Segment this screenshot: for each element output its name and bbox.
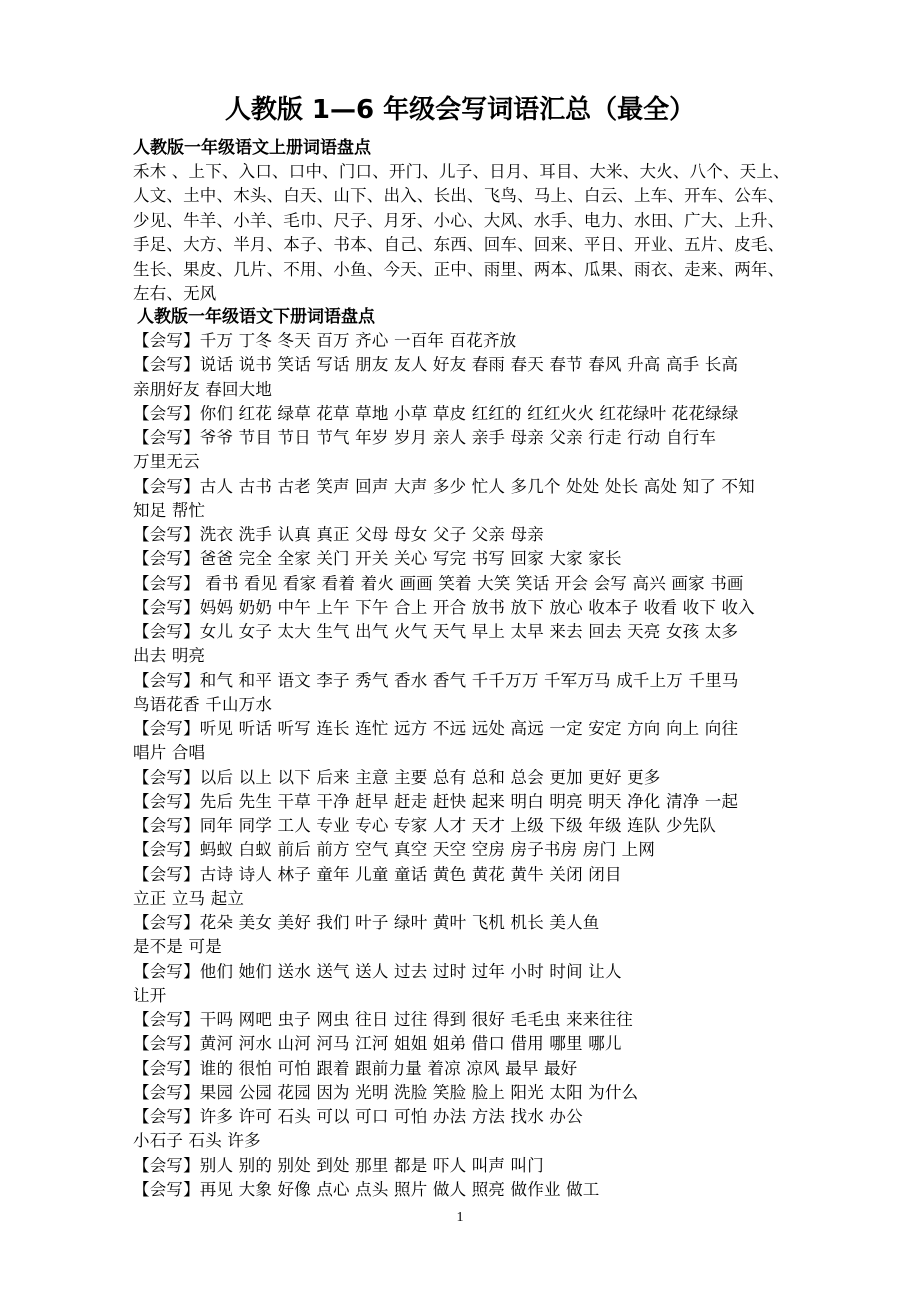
text-line: 左右、无风 [133, 284, 217, 303]
text-line: 【会写】许多 许可 石头 可以 可口 可怕 办法 方法 找水 办公 [133, 1107, 583, 1126]
page-number: 1 [456, 1210, 464, 1225]
text-line: 【会写】爷爷 节目 节日 节气 年岁 岁月 亲人 亲手 母亲 父亲 行走 行动 自行车 [133, 428, 717, 447]
text-line: 【会写】古诗 诗人 林子 童年 儿童 童话 黄色 黄花 黄牛 关闭 闭目 [133, 864, 622, 884]
text-line: 【会写】以后 以上 以下 后来 主意 主要 总有 总和 总会 更加 更好 更多 [133, 767, 661, 787]
text-line: 禾木 、上下、入口、口中、门口、开门、儿子、日月、耳目、大米、大火、八个、天上、 [133, 162, 790, 181]
text-line: 【会写】千万 丁冬 冬天 百万 齐心 一百年 百花齐放 [133, 331, 517, 350]
text-line: 亲朋好友 春回大地 [133, 379, 273, 399]
text-line: 知足 帮忙 [133, 500, 206, 520]
text-line: 【会写】爸爸 完全 全家 关门 开关 关心 写完 书写 回家 大家 家长 [133, 549, 622, 569]
text-line: 立正 立马 起立 [133, 888, 245, 908]
text-line: 【会写】 看书 看见 看家 看着 着火 画画 笑着 大笑 笑话 开会 会写 高兴 画家 书画 [133, 573, 744, 593]
text-line: 【会写】说话 说书 笑话 写话 朋友 友人 好友 春雨 春天 春节 春风 升高 高手 长高 [133, 355, 739, 375]
text-line: 生长、果皮、几片、不用、小鱼、今天、正中、雨里、两本、瓜果、雨衣、走来、两年、 [133, 259, 785, 279]
section-heading-grade1-vol1: 人教版一年级语文上册词语盘点 [133, 138, 371, 158]
text-line: 是不是 可是 [133, 937, 222, 957]
text-line: 【会写】先后 先生 干草 干净 赶早 赶走 赶快 起来 明白 明亮 明天 净化 清净 一起 [133, 791, 739, 811]
text-line: 【会写】和气 和平 语文 李子 秀气 香水 香气 千千万万 千军万马 成千上万 千里马 [133, 670, 739, 690]
text-line: 【会写】你们 红花 绿草 花草 草地 小草 草皮 红红的 红红火火 红花绿叶 花花绿绿 [133, 403, 739, 423]
text-line: 【会写】花朵 美女 美好 我们 叶子 绿叶 黄叶 飞机 机长 美人鱼 [133, 913, 600, 932]
text-line: 让开 [133, 985, 167, 1005]
text-line: 鸟语花香 千山万水 [133, 694, 273, 714]
text-line: 小石子 石头 许多 [133, 1131, 261, 1151]
text-line: 【会写】干吗 网吧 虫子 网虫 往日 过往 得到 很好 毛毛虫 来来往往 [133, 1010, 633, 1029]
section-heading-grade1-vol2: 人教版一年级语文下册词语盘点 [137, 307, 375, 327]
text-line: 【会写】洗衣 洗手 认真 真正 父母 母女 父子 父亲 母亲 [133, 525, 544, 544]
text-line: 手足、大方、半月、本子、书本、自己、东西、回车、回来、平日、开业、五片、皮毛、 [133, 235, 785, 255]
text-line: 【会写】谁的 很怕 可怕 跟着 跟前力量 着凉 凉风 最早 最好 [133, 1058, 578, 1078]
text-line: 【会写】黄河 河水 山河 河马 江河 姐姐 姐弟 借口 借用 哪里 哪儿 [133, 1034, 622, 1054]
text-line: 【会写】他们 她们 送水 送气 送人 过去 过时 过年 小时 时间 让人 [133, 961, 622, 981]
document-title: 人教版 1—6 年级会写词语汇总（最全） [224, 95, 696, 125]
text-line: 少见、牛羊、小羊、毛巾、尺子、月牙、小心、大风、水手、电力、水田、广大、上升、 [133, 210, 785, 230]
text-line: 【会写】听见 听话 听写 连长 连忙 远方 不远 远处 高远 一定 安定 方向 向上 向往 [133, 719, 739, 738]
text-line: 万里无云 [133, 452, 200, 472]
text-line: 人文、土中、木头、白天、山下、出入、长出、飞鸟、马上、白云、上车、开车、公车、 [133, 186, 785, 206]
text-line: 出去 明亮 [133, 646, 206, 666]
text-line: 【会写】女儿 女子 太大 生气 出气 火气 天气 早上 太早 来去 回去 天亮 女孩 太多 [133, 622, 739, 641]
text-line: 【会写】古人 古书 古老 笑声 回声 大声 多少 忙人 多几个 处处 处长 高处 知了 不知 [133, 476, 755, 496]
text-line: 唱片 合唱 [133, 743, 206, 763]
text-line: 【会写】蚂蚁 白蚁 前后 前方 空气 真空 天空 空房 房子书房 房门 上网 [133, 840, 656, 860]
text-line: 【会写】别人 别的 别处 到处 那里 都是 吓人 叫声 叫门 [133, 1155, 544, 1175]
text-line: 【会写】妈妈 奶奶 中午 上午 下午 合上 开合 放书 放下 放心 收本子 收看 收下 收入 [133, 597, 755, 617]
text-line: 【会写】同年 同学 工人 专业 专心 专家 人才 天才 上级 下级 年级 连队 少先队 [133, 816, 717, 835]
text-line: 【会写】再见 大象 好像 点心 点头 照片 做人 照亮 做作业 做工 [133, 1179, 600, 1199]
text-line: 【会写】果园 公园 花园 因为 光明 洗脸 笑脸 脸上 阳光 太阳 为什么 [133, 1082, 639, 1102]
